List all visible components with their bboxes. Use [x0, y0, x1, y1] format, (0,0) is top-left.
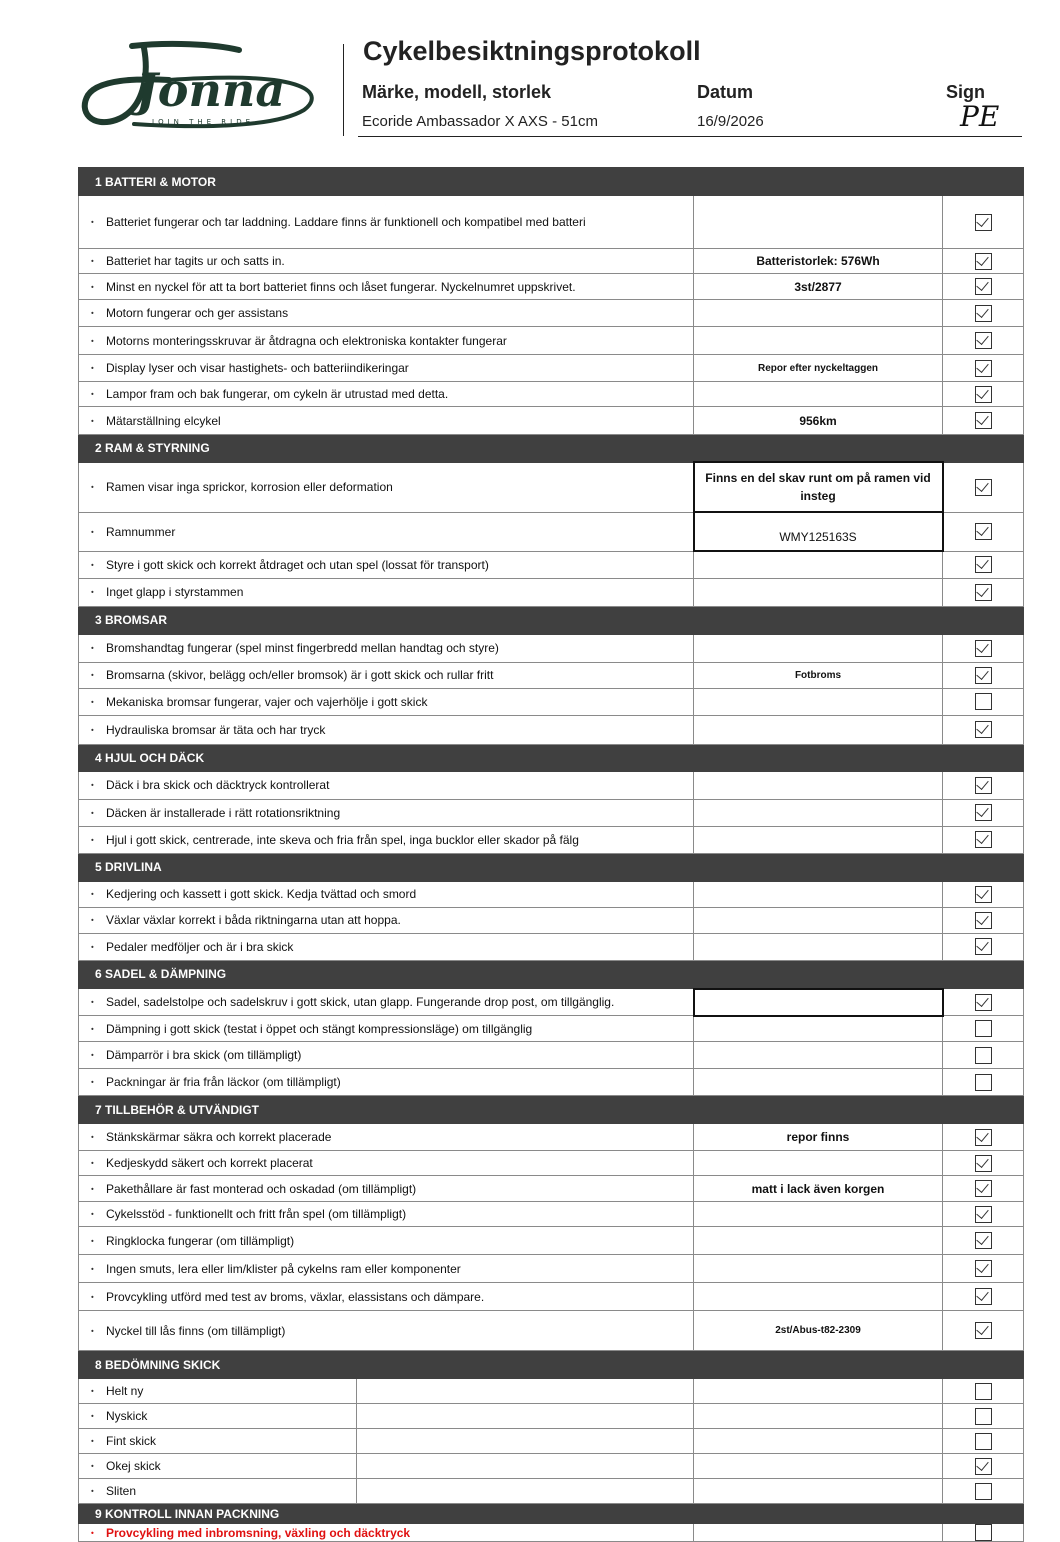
check-cell	[943, 1151, 1024, 1176]
check-cell	[943, 1202, 1024, 1227]
item-note[interactable]: Repor efter nyckeltaggen	[694, 355, 943, 382]
checked-checkbox[interactable]	[975, 1288, 992, 1305]
unchecked-checkbox[interactable]	[975, 1524, 992, 1541]
checked-checkbox[interactable]	[975, 938, 992, 955]
checklist-row	[79, 1124, 1024, 1151]
check-cell	[943, 715, 1024, 744]
sign-label: Sign	[946, 82, 985, 102]
item-note[interactable]	[694, 1016, 943, 1042]
brand-value: Ecoride Ambassador X AXS - 51cm	[362, 113, 598, 130]
signature: PE	[960, 100, 1000, 133]
item-note[interactable]	[694, 799, 943, 826]
item-label: • Sadel, sadelstolpe och sadelskruv i gott skick, utan glapp. Fungerande drop post, om tillgänglig.	[79, 989, 694, 1016]
brand-label: Märke, modell, storlek	[362, 82, 552, 102]
check-cell	[943, 327, 1024, 355]
item-label: • Ramen visar inga sprickor, korrosion eller deformation	[79, 462, 694, 512]
item-label: • Dämpning i gott skick (testat i öppet och stängt kompressionsläge) om tillgänglig	[79, 1016, 694, 1042]
header-rule	[358, 136, 1022, 137]
item-note[interactable]	[694, 881, 943, 907]
checklist-row	[79, 1429, 1024, 1454]
section-title: 8 BEDÖMNING SKICK	[79, 1351, 1024, 1379]
item-label: • Motorn fungerar och ger assistans	[79, 300, 694, 327]
checked-checkbox[interactable]	[975, 1232, 992, 1249]
checked-checkbox[interactable]	[975, 1322, 992, 1339]
checklist-row	[79, 715, 1024, 744]
section-title: 5 DRIVLINA	[79, 853, 1024, 881]
unchecked-checkbox[interactable]	[975, 1483, 992, 1500]
checklist-row	[79, 1404, 1024, 1429]
checklist-row	[79, 355, 1024, 382]
checklist-row	[79, 1283, 1024, 1311]
checked-checkbox[interactable]	[975, 584, 992, 601]
checked-checkbox[interactable]	[975, 479, 992, 496]
checklist-row	[79, 799, 1024, 826]
rating-blank	[694, 1404, 943, 1429]
item-note[interactable]	[694, 1524, 943, 1542]
check-cell	[943, 382, 1024, 407]
check-cell	[943, 274, 1024, 300]
checked-checkbox[interactable]	[975, 640, 992, 657]
item-note[interactable]	[694, 989, 943, 1016]
checklist-row	[79, 196, 1024, 249]
check-cell	[943, 1016, 1024, 1042]
checklist-row	[79, 462, 1024, 512]
section-title: 3 BROMSAR	[79, 606, 1024, 634]
item-note[interactable]	[694, 634, 943, 662]
item-note[interactable]	[694, 1255, 943, 1283]
item-label: • Ingen smuts, lera eller lim/klister på cykelns ram eller komponenter	[79, 1255, 694, 1283]
rating-blank	[694, 1379, 943, 1404]
item-note[interactable]	[694, 1227, 943, 1255]
check-cell	[943, 196, 1024, 249]
checklist-row	[79, 989, 1024, 1016]
item-note[interactable]	[694, 907, 943, 933]
section-header	[79, 960, 1024, 989]
checklist-row	[79, 1454, 1024, 1479]
item-label: • Provcykling med inbromsning, växling och däcktryck	[79, 1524, 694, 1542]
item-label: • Pakethållare är fast monterad och oskadad (om tillämpligt)	[79, 1176, 694, 1202]
check-cell	[943, 1379, 1024, 1404]
item-note[interactable]: Finns en del skav runt om på ramen vid insteg	[694, 462, 943, 512]
checked-checkbox[interactable]	[975, 831, 992, 848]
checklist-row	[79, 662, 1024, 688]
checklist-row	[79, 1524, 1024, 1542]
item-label: • Dämparrör i bra skick (om tillämpligt)	[79, 1042, 694, 1069]
checked-checkbox[interactable]	[975, 1458, 992, 1475]
logo-wordmark: Jonna	[136, 63, 286, 117]
unchecked-checkbox[interactable]	[975, 1047, 992, 1064]
check-cell	[943, 933, 1024, 960]
item-label: • Stänkskärmar säkra och korrekt placerade	[79, 1124, 694, 1151]
checked-checkbox[interactable]	[975, 1180, 992, 1197]
check-cell	[943, 300, 1024, 327]
item-note[interactable]: repor finns	[694, 1124, 943, 1151]
check-cell	[943, 634, 1024, 662]
checked-checkbox[interactable]	[975, 278, 992, 295]
unchecked-checkbox[interactable]	[975, 1408, 992, 1425]
item-label: • Lampor fram och bak fungerar, om cykeln är utrustad med detta.	[79, 382, 694, 407]
checklist-row	[79, 1042, 1024, 1069]
item-label: • Cykelsstöd - funktionellt och fritt från spel (om tillämpligt)	[79, 1202, 694, 1227]
checked-checkbox[interactable]	[975, 523, 992, 540]
item-note[interactable]	[694, 1151, 943, 1176]
section-header	[79, 853, 1024, 881]
rating-blank	[694, 1454, 943, 1479]
check-cell	[943, 249, 1024, 274]
section-title: 2 RAM & STYRNING	[79, 435, 1024, 463]
item-note[interactable]	[694, 1069, 943, 1096]
check-cell	[943, 1124, 1024, 1151]
item-label: • Ringklocka fungerar (om tillämpligt)	[79, 1227, 694, 1255]
item-label: • Bromshandtag fungerar (spel minst fingerbredd mellan handtag och styre)	[79, 634, 694, 662]
item-label: • Motorns monteringsskruvar är åtdragna och elektroniska kontakter fungerar	[79, 327, 694, 355]
date-value: 16/9/2026	[697, 113, 764, 130]
unchecked-checkbox[interactable]	[975, 1383, 992, 1400]
checklist-row	[79, 578, 1024, 606]
check-cell	[943, 1176, 1024, 1202]
checklist-row	[79, 771, 1024, 799]
check-cell	[943, 907, 1024, 933]
item-note[interactable]	[694, 578, 943, 606]
check-cell	[943, 826, 1024, 853]
check-cell	[943, 662, 1024, 688]
checked-checkbox[interactable]	[975, 777, 992, 794]
item-note[interactable]	[694, 933, 943, 960]
checklist-row	[79, 826, 1024, 853]
checked-checkbox[interactable]	[975, 253, 992, 270]
item-note[interactable]	[694, 1202, 943, 1227]
checked-checkbox[interactable]	[975, 1206, 992, 1223]
check-cell	[943, 1524, 1024, 1542]
section-title: 6 SADEL & DÄMPNING	[79, 960, 1024, 989]
checked-checkbox[interactable]	[975, 1155, 992, 1172]
checklist-row	[79, 1016, 1024, 1042]
checked-checkbox[interactable]	[975, 912, 992, 929]
rating-blank	[694, 1429, 943, 1454]
item-label: • Inget glapp i styrstammen	[79, 578, 694, 606]
checked-checkbox[interactable]	[975, 721, 992, 738]
checked-checkbox[interactable]	[975, 667, 992, 684]
logo-tagline: JOIN THE RIDE	[152, 118, 255, 126]
checklist-row	[79, 274, 1024, 300]
item-note[interactable]	[694, 1283, 943, 1311]
unchecked-checkbox[interactable]	[975, 693, 992, 710]
checklist-row	[79, 1379, 1024, 1404]
checked-checkbox[interactable]	[975, 886, 992, 903]
checklist-row	[79, 881, 1024, 907]
unchecked-checkbox[interactable]	[975, 1433, 992, 1450]
item-label: • Däcken är installerade i rätt rotationsriktning	[79, 799, 694, 826]
checklist-row	[79, 249, 1024, 274]
section-header	[79, 168, 1024, 196]
item-label: • Ramnummer	[79, 512, 694, 551]
check-cell	[943, 1404, 1024, 1429]
section-title: 7 TILLBEHÖR & UTVÄNDIGT	[79, 1096, 1024, 1124]
checklist-row	[79, 327, 1024, 355]
item-note[interactable]	[694, 688, 943, 715]
item-label: • Bromsarna (skivor, belägg och/eller bromsok) är i gott skick och rullar fritt	[79, 662, 694, 688]
section-header	[79, 1096, 1024, 1124]
check-cell	[943, 1454, 1024, 1479]
date-label: Datum	[697, 82, 754, 102]
item-note[interactable]	[694, 771, 943, 799]
check-cell	[943, 688, 1024, 715]
section-title: 4 HJUL OCH DÄCK	[79, 744, 1024, 771]
item-note[interactable]	[694, 551, 943, 578]
checklist-row	[79, 512, 1024, 551]
checklist-row	[79, 407, 1024, 435]
inspection-table	[78, 167, 1024, 1542]
item-label: • Display lyser och visar hastighets- och batteriindikeringar	[79, 355, 694, 382]
item-note[interactable]	[694, 715, 943, 744]
item-label: • Helt ny	[79, 1379, 694, 1404]
checklist-row	[79, 1311, 1024, 1351]
checked-checkbox[interactable]	[975, 360, 992, 377]
check-cell	[943, 771, 1024, 799]
checked-checkbox[interactable]	[975, 214, 992, 231]
checklist-row	[79, 551, 1024, 578]
checklist-row	[79, 688, 1024, 715]
item-note[interactable]: 956km	[694, 407, 943, 435]
check-cell	[943, 551, 1024, 578]
checklist-row	[79, 907, 1024, 933]
item-label: • Nyskick	[79, 1404, 694, 1429]
check-cell	[943, 512, 1024, 551]
header-divider	[343, 44, 344, 136]
checklist-row	[79, 382, 1024, 407]
item-label: • Sliten	[79, 1479, 694, 1504]
check-cell	[943, 1255, 1024, 1283]
checklist-row	[79, 1069, 1024, 1096]
section-title: 9 KONTROLL INNAN PACKNING	[79, 1504, 1024, 1524]
section-header	[79, 1351, 1024, 1379]
checked-checkbox[interactable]	[975, 412, 992, 429]
unchecked-checkbox[interactable]	[975, 1020, 992, 1037]
section-header	[79, 435, 1024, 463]
item-note[interactable]: matt i lack även korgen	[694, 1176, 943, 1202]
item-label: • Fint skick	[79, 1429, 694, 1454]
section-header	[79, 744, 1024, 771]
checked-checkbox[interactable]	[975, 804, 992, 821]
item-label: • Okej skick	[79, 1454, 694, 1479]
item-label: • Hydrauliska bromsar är täta och har tryck	[79, 715, 694, 744]
check-cell	[943, 1429, 1024, 1454]
checklist-row	[79, 1255, 1024, 1283]
item-note[interactable]	[694, 382, 943, 407]
section-header	[79, 1504, 1024, 1524]
checklist-row	[79, 634, 1024, 662]
item-label: • Växlar växlar korrekt i båda riktningarna utan att hoppa.	[79, 907, 694, 933]
item-label: • Minst en nyckel för att ta bort batteriet finns och låset fungerar. Nyckelnumret uppskrivet.	[79, 274, 694, 300]
check-cell	[943, 1311, 1024, 1351]
checklist-row	[79, 1227, 1024, 1255]
checked-checkbox[interactable]	[975, 1260, 992, 1277]
page-title: Cykelbesiktningsprotokoll	[363, 36, 701, 66]
check-cell	[943, 1283, 1024, 1311]
check-cell	[943, 799, 1024, 826]
item-label: • Nyckel till lås finns (om tillämpligt)	[79, 1311, 694, 1351]
section-title: 1 BATTERI & MOTOR	[79, 168, 1024, 196]
item-note[interactable]: WMY125163S	[694, 512, 943, 551]
checklist-row	[79, 1176, 1024, 1202]
checked-checkbox[interactable]	[975, 332, 992, 349]
item-note[interactable]	[694, 327, 943, 355]
item-note[interactable]	[694, 196, 943, 249]
check-cell	[943, 407, 1024, 435]
check-cell	[943, 1227, 1024, 1255]
item-label: • Kedjering och kassett i gott skick. Kedja tvättad och smord	[79, 881, 694, 907]
item-note[interactable]	[694, 826, 943, 853]
item-label: • Pedaler medföljer och är i bra skick	[79, 933, 694, 960]
jonna-logo	[74, 40, 324, 135]
checklist-row	[79, 1202, 1024, 1227]
item-note[interactable]	[694, 300, 943, 327]
check-cell	[943, 578, 1024, 606]
checked-checkbox[interactable]	[975, 1129, 992, 1146]
check-cell	[943, 1069, 1024, 1096]
unchecked-checkbox[interactable]	[975, 1074, 992, 1091]
item-label: • Däck i bra skick och däcktryck kontrollerat	[79, 771, 694, 799]
check-cell	[943, 355, 1024, 382]
checklist-row	[79, 300, 1024, 327]
checklist-row	[79, 933, 1024, 960]
item-note[interactable]: Batteristorlek: 576Wh	[694, 249, 943, 274]
item-label: • Hjul i gott skick, centrerade, inte skeva och fria från spel, inga bucklor eller skador på fälg	[79, 826, 694, 853]
item-label: • Mekaniska bromsar fungerar, vajer och vajerhölje i gott skick	[79, 688, 694, 715]
check-cell	[943, 881, 1024, 907]
item-label: • Kedjeskydd säkert och korrekt placerat	[79, 1151, 694, 1176]
checked-checkbox[interactable]	[975, 386, 992, 403]
check-cell	[943, 462, 1024, 512]
item-note[interactable]: 2st/Abus-t82-2309	[694, 1311, 943, 1351]
checked-checkbox[interactable]	[975, 994, 992, 1011]
checked-checkbox[interactable]	[975, 556, 992, 573]
check-cell	[943, 989, 1024, 1016]
checked-checkbox[interactable]	[975, 305, 992, 322]
check-cell	[943, 1042, 1024, 1069]
section-header	[79, 606, 1024, 634]
item-label: • Styre i gott skick och korrekt åtdraget och utan spel (lossat för transport)	[79, 551, 694, 578]
item-label: • Batteriet har tagits ur och satts in.	[79, 249, 694, 274]
item-label: • Provcykling utförd med test av broms, växlar, elassistans och dämpare.	[79, 1283, 694, 1311]
item-label: • Packningar är fria från läckor (om tillämpligt)	[79, 1069, 694, 1096]
item-note[interactable]: Fotbroms	[694, 662, 943, 688]
checklist-row	[79, 1151, 1024, 1176]
item-note[interactable]	[694, 1042, 943, 1069]
item-label: • Mätarställning elcykel	[79, 407, 694, 435]
item-note[interactable]: 3st/2877	[694, 274, 943, 300]
item-label: • Batteriet fungerar och tar laddning. Laddare finns är funktionell och kompatibel med batteri	[79, 196, 694, 249]
